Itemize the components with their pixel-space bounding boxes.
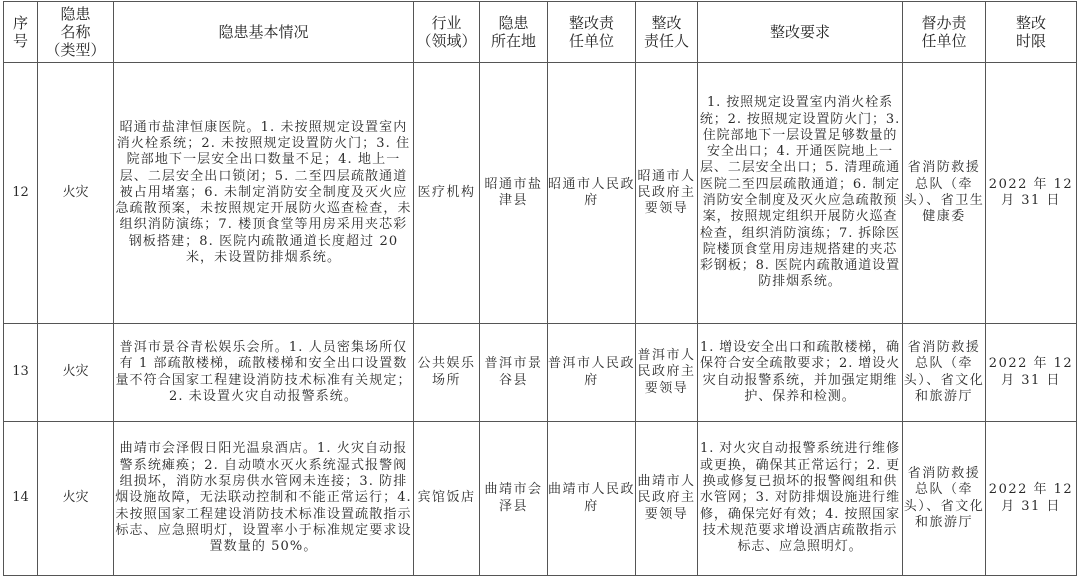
cell-location: 昭通市盐津县	[480, 63, 548, 324]
header-seq	[4, 2, 38, 63]
cell-deadline: 2022 年 12 月 31 日	[986, 324, 1077, 422]
cell-resp-person: 曲靖市人民政府主要领导	[636, 422, 698, 576]
header-name-line: 隐患	[60, 5, 91, 23]
header-situation-line: 隐患基本情况	[218, 23, 309, 41]
header-industry	[414, 2, 480, 63]
header-name-line: （类型）	[45, 41, 106, 59]
cell-requirement: 1. 对火灾自动报警系统进行维修或更换，确保其正常运行；2. 更换或修复已损坏的报警阀组和供水管网；3. 对防排烟设施进行维修，确保完好有效；4. 按照国家技术规范要求增设酒店疏散指示标志、应急照明灯。	[698, 422, 903, 576]
header-resp-unit	[548, 2, 636, 63]
cell-deadline: 2022 年 12 月 31 日	[986, 63, 1077, 324]
header-location-line: 所在地	[490, 32, 536, 50]
header-name	[38, 2, 114, 63]
cell-resp-unit: 普洱市人民政府	[548, 324, 636, 422]
header-resp-unit-line: 任单位	[568, 32, 614, 50]
header-deadline	[986, 2, 1077, 63]
header-supervisor	[903, 2, 986, 63]
header-deadline-line: 时限	[1015, 32, 1046, 50]
header-requirement	[698, 2, 903, 63]
cell-resp-person: 昭通市人民政府主要领导	[636, 63, 698, 324]
header-location	[480, 2, 548, 63]
header-deadline-line: 整改	[1015, 14, 1046, 32]
header-industry-line: 行业	[431, 14, 462, 32]
cell-situation: 昭通市盐津恒康医院。1. 未按照规定设置室内消火栓系统；2. 未按照规定设置防火门；3. 住院部地下一层安全出口数量不足；4. 地上一层、二层安全出口锁闭；5. 二至四层疏散通道被占用堵塞；6. 未制定消防安全制度及灭火应急疏散预案，未按照规定开展防火巡查检查，未组织消防演练；7. 楼顶食堂等用房采用夹芯彩钢板搭建；8. 医院内疏散通道长度超过 20 米，未设置防排烟系统。	[114, 63, 414, 324]
cell-situation: 曲靖市会泽假日阳光温泉酒店。1. 火灾自动报警系统瘫痪；2. 自动喷水灭火系统湿式报警阀组损坏，消防水泵房供水管网未连接；3. 防排烟设施故障，无法联动控制和不能正常运行；4. 未按照国家工程建设消防技术标准设置疏散指示标志、应急照明灯，设置率小于标准规定要求设置数量的 50%。	[114, 422, 414, 576]
cell-resp-unit: 昭通市人民政府	[548, 63, 636, 324]
header-situation	[114, 2, 414, 63]
cell-location: 曲靖市会泽县	[480, 422, 548, 576]
cell-location: 普洱市景谷县	[480, 324, 548, 422]
cell-seq: 14	[4, 422, 38, 576]
cell-supervisor: 省消防救援总队（牵头）、省文化和旅游厅	[903, 422, 986, 576]
table-row	[4, 63, 1077, 324]
cell-requirement: 1. 增设安全出口和疏散楼梯，确保符合安全疏散要求；2. 增设火灾自动报警系统，并加强定期维护、保养和检测。	[698, 324, 903, 422]
header-name-line: 名称	[60, 23, 91, 41]
cell-resp-unit: 曲靖市人民政府	[548, 422, 636, 576]
cell-industry: 公共娱乐场所	[414, 324, 480, 422]
header-resp-person-line: 责任人	[643, 32, 689, 50]
header-supervisor-line: 督办责	[921, 14, 967, 32]
header-resp-unit-line: 整改责	[568, 14, 614, 32]
header-supervisor-line: 任单位	[921, 32, 967, 50]
header-requirement-line: 整改要求	[769, 23, 830, 41]
cell-seq: 12	[4, 63, 38, 324]
table-row	[4, 324, 1077, 422]
cell-deadline: 2022 年 12 月 31 日	[986, 422, 1077, 576]
cell-seq: 13	[4, 324, 38, 422]
cell-type: 火灾	[38, 422, 114, 576]
header-location-line: 隐患	[498, 14, 529, 32]
cell-supervisor: 省消防救援总队（牵头）、省卫生健康委	[903, 63, 986, 324]
header-resp-person	[636, 2, 698, 63]
cell-industry: 宾馆饭店	[414, 422, 480, 576]
header-industry-line: （领域）	[416, 32, 477, 50]
hazard-table	[3, 1, 1077, 576]
cell-type: 火灾	[38, 63, 114, 324]
cell-situation: 普洱市景谷青松娱乐会所。1. 人员密集场所仅有 1 部疏散楼梯，疏散楼梯和安全出口设置数量不符合国家工程建设消防技术标准有关规定；2. 未设置火灾自动报警系统。	[114, 324, 414, 422]
cell-supervisor: 省消防救援总队（牵头）、省文化和旅游厅	[903, 324, 986, 422]
header-seq-line: 序	[12, 14, 28, 32]
cell-type: 火灾	[38, 324, 114, 422]
table-header	[4, 2, 1077, 63]
header-resp-person-line: 整改	[651, 14, 682, 32]
header-seq-line: 号	[12, 32, 28, 50]
cell-requirement: 1. 按照规定设置室内消火栓系统；2. 按照规定设置防火门；3. 住院部地下一层设置足够数量的安全出口；4. 开通医院地上一层、二层安全出口；5. 清理疏通医院二至四层疏散通道；6. 制定消防安全制度及灭火应急疏散预案，按照规定组织开展防火巡查检查，组织消防演练；7. 拆除医院楼顶食堂用房违规搭建的夹芯彩钢板；8. 医院内疏散通道设置防排烟系统。	[698, 63, 903, 324]
cell-resp-person: 普洱市人民政府主要领导	[636, 324, 698, 422]
table-row	[4, 422, 1077, 576]
cell-industry: 医疗机构	[414, 63, 480, 324]
